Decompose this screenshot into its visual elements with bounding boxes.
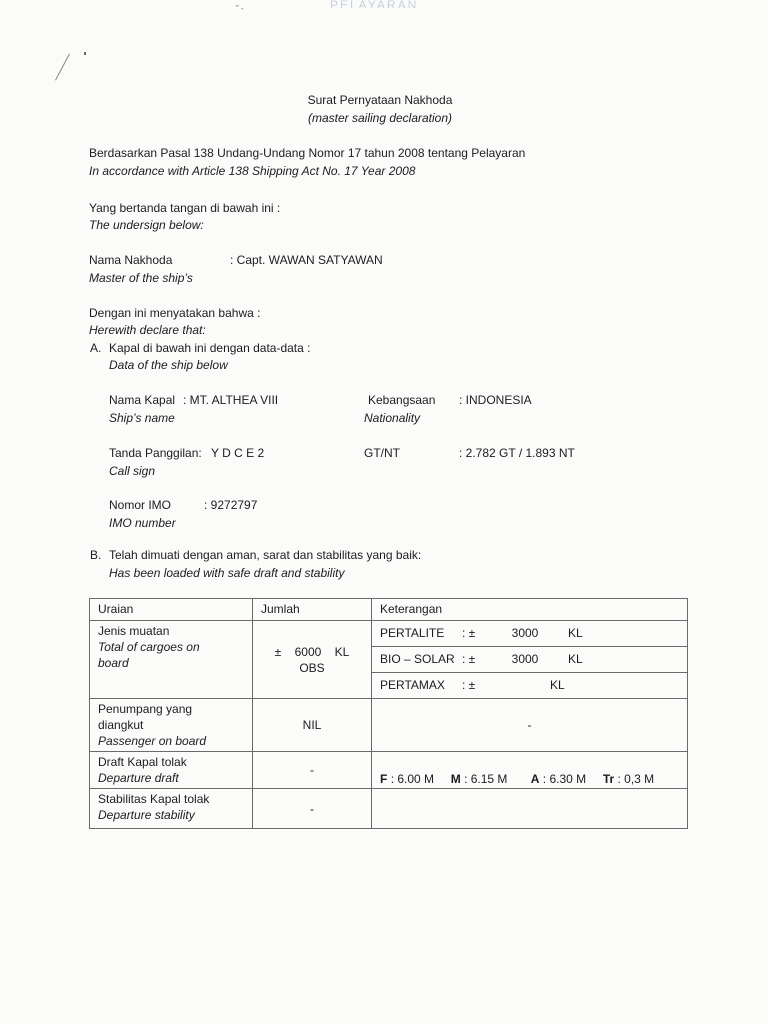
pen-dot xyxy=(84,52,86,55)
cargo-amount-cell xyxy=(253,621,372,699)
undersigned-label-en: The undersign below: xyxy=(89,218,204,232)
cargo-item-name: BIO – SOLAR xyxy=(380,652,455,666)
cargo-amount-unit: KL OBS xyxy=(299,644,350,675)
cargo-item-colon: : ± xyxy=(462,626,476,640)
cargo-item-colon: : ± xyxy=(462,678,476,692)
table-row-cargo xyxy=(90,621,688,647)
header-jumlah: Jumlah xyxy=(253,599,372,621)
draft-mid-label: M xyxy=(450,772,461,786)
cargo-item-unit: KL xyxy=(568,652,583,666)
table-row-draft xyxy=(90,752,688,789)
cargo-label: Jenis muatan xyxy=(98,624,170,638)
header-keterangan: Keterangan xyxy=(372,599,688,621)
passenger-label-en: Passenger on board xyxy=(98,734,207,748)
declare-label: Dengan ini menyatakan bahwa : xyxy=(89,306,261,320)
stability-amount: - xyxy=(253,789,372,829)
nationality-label-en: Nationality xyxy=(364,411,421,425)
passenger-label-1: Penumpang yang xyxy=(98,702,193,716)
imo-label: Nomor IMO xyxy=(109,498,172,512)
legal-basis-en: In accordance with Article 138 Shipping Act No. 17 Year 2008 xyxy=(89,164,416,178)
draft-aft-label: A xyxy=(530,772,540,786)
document-subtitle: (master sailing declaration) xyxy=(307,111,453,125)
section-b-title-en: Has been loaded with safe draft and stability xyxy=(109,566,345,580)
stability-label-cell xyxy=(90,789,253,829)
ship-name-label: Nama Kapal xyxy=(109,393,176,407)
passenger-amount: NIL xyxy=(253,699,372,752)
cargo-item-pertalite xyxy=(372,621,688,647)
cargo-item-name: PERTALITE xyxy=(380,626,445,640)
passenger-note: - xyxy=(372,699,688,752)
call-sign-value: Y D C E 2 xyxy=(211,446,265,460)
cargo-amount-value: 6000 xyxy=(294,644,322,659)
draft-aft-value: : 6.30 M xyxy=(542,772,587,786)
gt-nt-label: GT/NT xyxy=(364,446,400,460)
draft-label-cell xyxy=(90,752,253,789)
section-b-marker: B. xyxy=(90,548,102,562)
cargo-label-en-2: board xyxy=(98,656,129,670)
gt-nt-value: : 2.782 GT / 1.893 NT xyxy=(459,446,575,460)
draft-forward-label: F xyxy=(380,772,388,786)
stability-label-en: Departure stability xyxy=(98,808,195,822)
cargo-item-colon: : ± xyxy=(462,652,476,666)
section-b-title: Telah dimuati dengan aman, sarat dan stabilitas yang baik: xyxy=(109,548,422,562)
stability-note xyxy=(372,789,688,829)
table-row-passenger xyxy=(90,699,688,752)
header-uraian: Uraian xyxy=(90,599,253,621)
cargo-item-unit: KL xyxy=(568,626,583,640)
draft-trim-value: : 0,3 M xyxy=(617,772,655,786)
scan-header-fragment: PELAYARAN xyxy=(330,0,419,8)
cargo-item-name: PERTAMAX xyxy=(380,678,445,692)
section-a-marker: A. xyxy=(90,341,102,355)
legal-basis: Berdasarkan Pasal 138 Undang-Undang Nomor 17 tahun 2008 tentang Pelayaran xyxy=(89,146,526,160)
stability-label: Stabilitas Kapal tolak xyxy=(98,792,210,806)
cargo-item-bio-solar xyxy=(372,647,688,673)
cargo-label-cell xyxy=(90,621,253,699)
draft-mid-value: : 6.15 M xyxy=(464,772,508,786)
master-label: Nama Nakhoda xyxy=(89,253,173,267)
pen-mark xyxy=(55,54,70,81)
section-a-title: Kapal di bawah ini dengan data-data : xyxy=(109,341,311,355)
cargo-item-qty: 3000 xyxy=(511,626,539,640)
passenger-label-cell xyxy=(90,699,253,752)
table-row-stability xyxy=(90,789,688,829)
cargo-amount-sign: ± xyxy=(274,644,282,659)
imo-label-en: IMO number xyxy=(109,516,176,530)
ship-name-value: : MT. ALTHEA VIII xyxy=(183,393,279,407)
master-value: : Capt. WAWAN SATYAWAN xyxy=(230,253,383,267)
call-sign-label: Tanda Panggilan: xyxy=(109,446,202,460)
draft-amount: - xyxy=(253,752,372,789)
draft-values xyxy=(372,752,688,789)
draft-forward-value: : 6.00 M xyxy=(390,772,435,786)
cargo-item-unit: KL xyxy=(550,678,565,692)
cargo-label-en-1: Total of cargoes on xyxy=(98,640,200,654)
call-sign-label-en: Call sign xyxy=(109,464,156,478)
master-label-en: Master of the ship’s xyxy=(89,271,193,285)
imo-value: : 9272797 xyxy=(204,498,258,512)
ship-name-label-en: Ship’s name xyxy=(109,411,175,425)
nationality-label: Kebangsaan xyxy=(368,393,436,407)
scan-mark-text: ” - xyxy=(236,4,244,13)
table-header-row xyxy=(90,599,688,621)
document-title: Surat Pernyataan Nakhoda xyxy=(307,93,453,107)
cargo-item-pertamax xyxy=(372,673,688,699)
section-a-title-en: Data of the ship below xyxy=(109,358,228,372)
declare-label-en: Herewith declare that: xyxy=(89,323,206,337)
cargo-item-qty: 3000 xyxy=(511,652,539,666)
draft-label: Draft Kapal tolak xyxy=(98,755,187,769)
nationality-value: : INDONESIA xyxy=(459,393,532,407)
passenger-label-2: diangkut xyxy=(98,718,144,732)
draft-label-en: Departure draft xyxy=(98,771,179,785)
draft-trim-label: Tr xyxy=(602,772,615,786)
loading-table xyxy=(89,598,688,829)
undersigned-label: Yang bertanda tangan di bawah ini : xyxy=(89,201,281,215)
